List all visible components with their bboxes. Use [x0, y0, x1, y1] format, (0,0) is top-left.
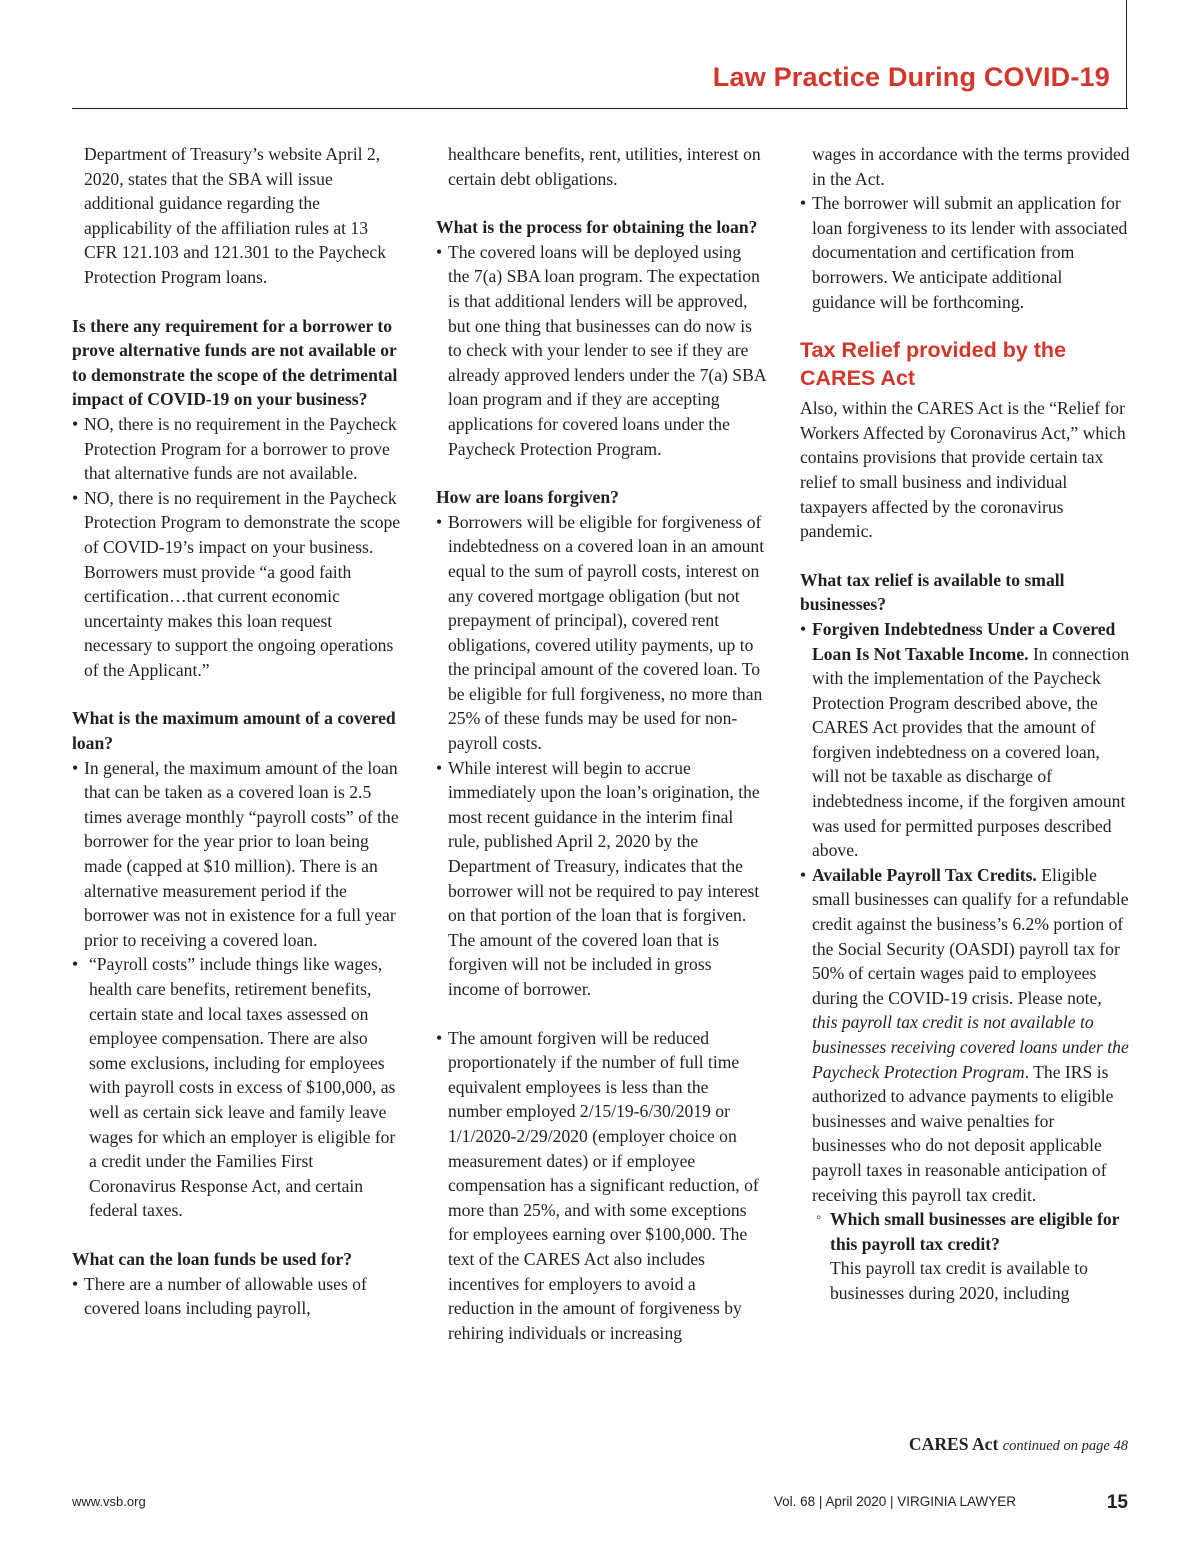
list-item-text: The covered loans will be deployed using the 7(a) SBA loan program. The expectation is that additional lenders will be approved, but one thing that businesses can do now is to check with your lender to see if they are already approved lenders under the 7(a) SBA loan program and if they are accepting applications for covered loans under the Paycheck Protection Program.: [448, 241, 766, 459]
column-1: [72, 142, 402, 1321]
list-item-lead: Available Payroll Tax Credits.: [812, 864, 1037, 885]
list-item-text: The amount forgiven will be reduced proportionately if the number of full time equivalent employees is less than the number employed 2/15/19-6/30/2019 or 1/1/2020-2/29/2020 (employer choice on measurement dates) or if employee compensation has a significant reduction, of more than 25%, and with some exceptions for employees earning over $100,000. The text of the CARES Act also includes incentives for employers to avoid a reduction in the amount of forgiveness by rehiring individuals or increasing: [448, 1027, 759, 1343]
list-item-text: Eligible small businesses can qualify for a refundable credit against the business’s 6.2% portion of the Social Security (OASDI) payroll tax for 50% of certain wages paid to employees during the COVID-19 crisis. Please note,: [812, 864, 1129, 1008]
bullet-icon: •: [800, 193, 807, 214]
bullet-icon: •: [72, 954, 79, 975]
list-item-text: Borrowers will be eligible for forgiveness of indebtedness on a covered loan in an amount equal to the sum of payroll costs, interest on any covered mortgage obligation (but not prepayment of principal), covered rent obligations, covered utility payments, up to the principal amount of the covered loan. To be eligible for full forgiveness, no more than 25% of these funds may be used for non-payroll costs.: [448, 511, 765, 754]
list-item-text: There are a number of allowable uses of covered loans including payroll,: [84, 1273, 367, 1319]
list-item: [72, 412, 402, 486]
list-item: [436, 510, 766, 756]
bullet-icon: •: [436, 241, 443, 262]
question-loan-forgiveness: How are loans forgiven?: [436, 487, 619, 508]
bullet-icon: •: [72, 1273, 79, 1294]
sub-bullet-icon: ◦: [816, 1210, 822, 1227]
page-number: 15: [1106, 1492, 1128, 1513]
bullet-icon: •: [436, 511, 443, 532]
question-tax-relief: What tax relief is available to small businesses?: [800, 569, 1065, 615]
sub-list-text: This payroll tax credit is available to businesses during 2020, including: [830, 1258, 1088, 1303]
bullet-icon: •: [72, 487, 79, 508]
continued-note: [909, 1434, 1128, 1455]
question-maximum-amount: What is the maximum amount of a covered loan?: [72, 708, 396, 754]
running-header-title: Law Practice During COVID-19: [712, 62, 1110, 92]
list-item: [800, 191, 1130, 314]
list-item: [800, 617, 1130, 863]
bullet-icon: •: [72, 757, 79, 778]
list-item-text: . The IRS is authorized to advance payments to eligible businesses and waive penalties for businesses who do not deposit applicable payroll taxes in reasonable anticipation of receiving this payroll tax credit.: [812, 1061, 1114, 1205]
footer-issue-info: Vol. 68 | April 2020 | VIRGINIA LAWYER: [773, 1494, 1016, 1509]
continued-text: wages in accordance with the terms provided in the Act.: [812, 144, 1130, 189]
list-item-text: In general, the maximum amount of the loan that can be taken as a covered loan is 2.5 times average monthly “payroll costs” of the borrower for the year prior to loan being made (capped at $10 million). There is an alternative measurement period if the borrower was not in existence for a full year prior to receiving a covered loan.: [84, 757, 399, 950]
list-item: [72, 1272, 402, 1321]
continued-text: healthcare benefits, rent, utilities, interest on certain debt obligations.: [448, 144, 761, 189]
paragraph-gap: [436, 1002, 766, 1026]
list-item: [436, 756, 766, 1002]
footer-website: www.vsb.org: [72, 1494, 146, 1509]
bullet-icon: •: [800, 864, 807, 885]
list-item-lead: Forgiven Indebtedness Under a Covered Loan Is Not Taxable Income.: [812, 618, 1116, 664]
column-3: [800, 142, 1130, 1306]
question-alternative-funds: Is there any requirement for a borrower to prove alternative funds are not available or to demonstrate the scope of the detrimental impact of COVID-19 on your business?: [72, 315, 398, 410]
list-item-text: “Payroll costs” include things like wages, health care benefits, retirement benefits, certain state and local taxes assessed on employee compensation. There are also some exclusions, including for employees with payroll costs in excess of $100,000, as well as certain sick leave and family leave wages for which an employer is eligible for a credit under the Families First Coronavirus Response Act, and certain federal taxes.: [89, 954, 396, 1221]
sub-question: Which small businesses are eligible for this payroll tax credit?: [830, 1209, 1120, 1254]
continued-label: CARES Act: [908, 1434, 999, 1454]
list-item-text: The borrower will submit an application for loan forgiveness to its lender with associated documentation and certification from borrowers. We anticipate additional guidance will be forthcoming.: [812, 193, 1128, 312]
column-2: [436, 142, 766, 1345]
list-item: [72, 486, 402, 683]
tax-relief-intro: Also, within the CARES Act is the “Relief for Workers Affected by Coronavirus Act,” which contains provisions that provide certain tax relief to small business and individual taxpayers affected by the coronavirus pandemic.: [800, 398, 1126, 542]
list-item: [72, 756, 402, 953]
sub-list-item: [800, 1207, 1130, 1305]
bullet-icon: •: [436, 1027, 443, 1048]
bullet-icon: •: [72, 413, 79, 434]
list-item-text: While interest will begin to accrue immediately upon the loan’s origination, the most recent guidance in the interim final rule, published April 2, 2020 by the Department of Treasury, indicates that the borrower will not be required to pay interest on that portion of the loan that is forgiven. The amount of the covered loan that is forgiven will not be included in gross income of borrower.: [448, 757, 760, 999]
header-vertical-rule: [1126, 0, 1127, 109]
list-item: [436, 240, 766, 461]
bullet-icon: •: [436, 757, 443, 778]
question-loan-uses: What can the loan funds be used for?: [72, 1248, 353, 1269]
list-item: [436, 1026, 766, 1346]
list-item: [72, 952, 402, 1223]
header-rule: [72, 108, 1128, 109]
intro-paragraph: Department of Treasury’s website April 2, 2020, states that the SBA will issue additional guidance regarding the applicability of the affiliation rules at 13 CFR 121.103 and 121.301 to the Paycheck Protection Program loans.: [84, 144, 386, 287]
bullet-icon: •: [800, 618, 807, 639]
list-item-text: NO, there is no requirement in the Paycheck Protection Program to demonstrate the scope of COVID-19’s impact on your business. Borrowers must provide “a good faith certification…that current economic uncertainty makes this loan request necessary to support the ongoing operations of the Applicant.”: [84, 487, 401, 680]
list-item-emphasis: this payroll tax credit is not available to businesses receiving covered loans under the Paycheck Protection Program: [812, 1012, 1129, 1082]
list-item: [800, 863, 1130, 1207]
question-loan-process: What is the process for obtaining the loan?: [436, 217, 758, 238]
list-item-text: In connection with the implementation of the Paycheck Protection Program described above, the CARES Act provides that the amount of forgiven indebtedness on a covered loan, will not be taxable as discharge of indebtedness income, if the forgiven amount was used for permitted purposes described above.: [812, 643, 1130, 861]
list-item-text: NO, there is no requirement in the Paycheck Protection Program for a borrower to prove that alternative funds are not available.: [84, 413, 397, 484]
section-heading-tax-relief: Tax Relief provided by the CARES Act: [800, 338, 1067, 391]
continued-page-ref: continued on page 48: [1002, 1438, 1128, 1454]
